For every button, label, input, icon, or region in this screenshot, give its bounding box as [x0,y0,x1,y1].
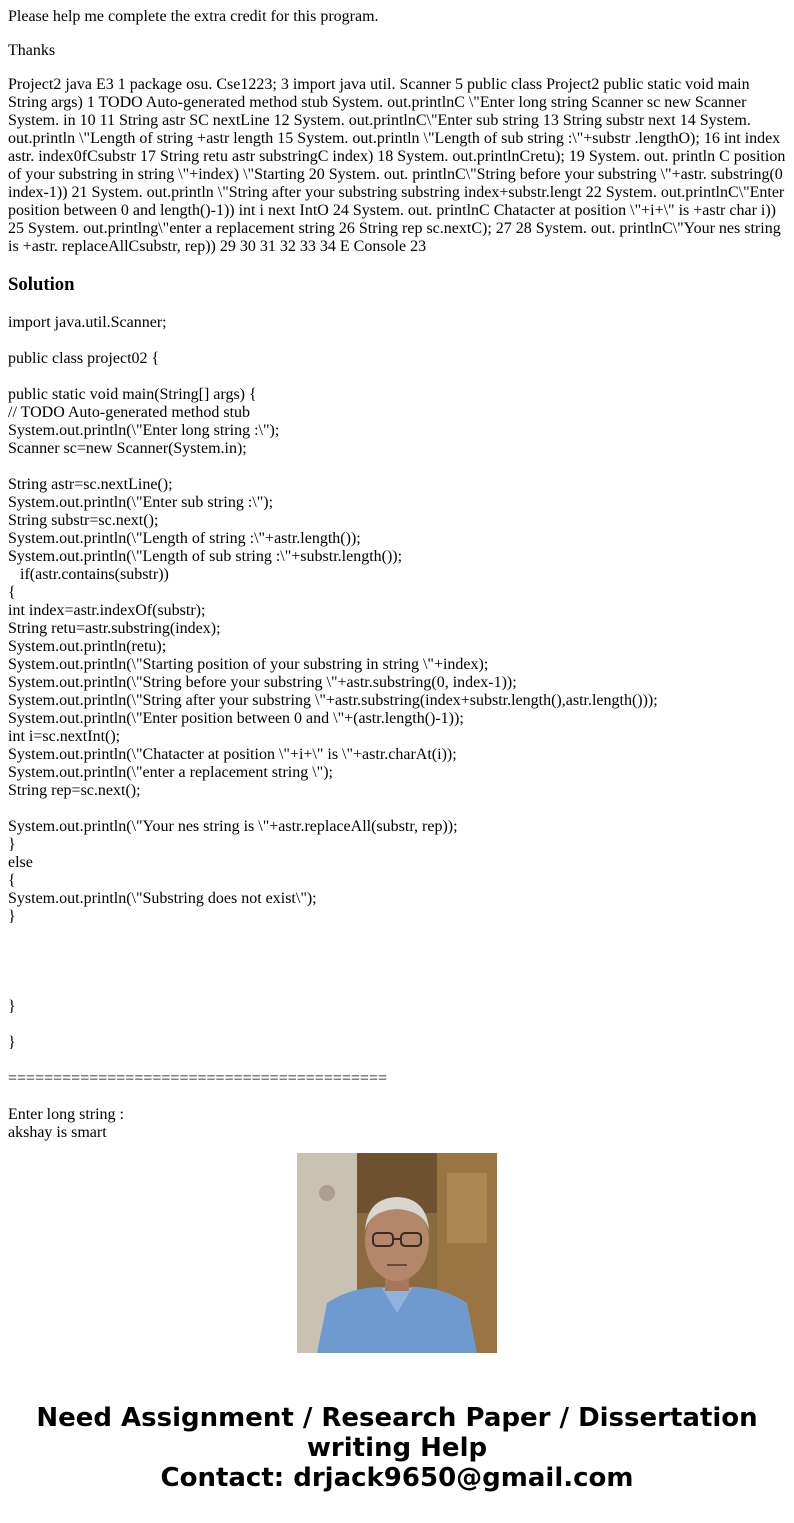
code-line: String astr=sc.nextLine(); [8,476,173,493]
output-separator: ========================================== [8,1070,387,1087]
code-blank-space [8,926,786,998]
code-line: System.out.println(\"Enter long string :\"); [8,422,280,439]
code-line: // TODO Auto-generated method stub [8,404,251,421]
output-line-input: akshay is smart [8,1124,107,1141]
code-line: System.out.println(\"Your nes string is \"+astr.replaceAll(substr, rep)); [8,818,458,835]
author-avatar [297,1153,497,1353]
code-line: int index=astr.indexOf(substr); [8,602,206,619]
code-line: { [8,584,16,601]
closing-brace-class: } [8,1034,16,1051]
code-line: } [8,836,16,853]
code-line: System.out.println(\"Enter position between 0 and \"+(astr.length()-1)); [8,710,464,727]
code-line: } [8,908,16,925]
code-line: System.out.println(\"Chatacter at position \"+i+\" is \"+astr.charAt(i)); [8,746,457,763]
promo-line-1: Need Assignment / Research Paper / Dissertation [36,1403,758,1433]
promo-footer [0,1403,794,1493]
closing-brace-method: } [8,998,16,1015]
code-line: String substr=sc.next(); [8,512,159,529]
code-line: { [8,872,16,889]
promo-contact-line: Contact: drjack9650@gmail.com [160,1463,634,1493]
author-photo-illustration [297,1153,497,1353]
question-thanks: Thanks [8,42,56,59]
code-line: else [8,854,33,871]
document-content [8,0,786,1141]
code-line: System.out.println(\"Starting position of your substring in string \"+index); [8,656,489,673]
solution-heading: Solution [8,274,75,295]
code-line: System.out.println(\"Substring does not exist\"); [8,890,317,907]
code-line: System.out.println(\"String before your substring \"+astr.substring(0, index-1)); [8,674,517,691]
code-line: System.out.println(retu); [8,638,167,655]
code-line: System.out.println(\"String after your substring \"+astr.substring(index+substr.length(),astr.length())); [8,692,658,709]
question-body: Project2 java E3 1 package osu. Cse1223; 3 import java util. Scanner 5 public class Project2 public static void main String args) 1 TODO Auto-generated method stub System. out.printlnC \"Enter long string Scanner sc new Scanner System. in 10 11 String astr SC nextLine 12 System. out.printlnC\"Enter sub string 13 String substr next 14 System. out.println \"Length of string +astr length 15 System. out.println \"Length of sub string :\"+substr .lengthO); 16 int index astr. index0fCsubstr 17 String retu astr substringC index) 18 System. out.printlnCretu); 19 System. out. println C position of your substring in string \"+index) \"Starting 20 System. out. printlnC\"String before your substring \"+astr. substring(0 index-1)) 21 System. out.println \"String after your substring substring index+substr.lengt 22 System. out.printlnC\"Enter position between 0 and length()-1)) int i next IntO 24 System. out. printlnC Chatacter at position \"+i+\" is +astr char i)) 25 System. out.printlng\"enter a replacement string 26 String rep sc.nextC); 27 28 System. out. printlnC\"Your nes string is +astr. replaceAllCsubstr, rep)) 29 30 31 32 33 34 E Console 23 [8,76,786,255]
code-line: int i=sc.nextInt(); [8,728,121,745]
code-line: System.out.println(\"enter a replacement string \"); [8,764,333,781]
code-line: System.out.println(\"Length of string :\"+astr.length()); [8,530,361,547]
code-line: String rep=sc.next(); [8,782,141,799]
code-line: if(astr.contains(substr)) [8,566,169,583]
code-line [8,458,786,476]
import-line: import java.util.Scanner; [8,314,167,331]
question-intro: Please help me complete the extra credit for this program. [8,8,379,25]
code-line: Scanner sc=new Scanner(System.in); [8,440,247,457]
code-line: System.out.println(\"Enter sub string :\"); [8,494,274,511]
promo-line-2: writing Help [306,1433,488,1463]
code-line: System.out.println(\"Length of sub string :\"+substr.length()); [8,548,403,565]
class-line: public class project02 { [8,350,160,367]
code-line: public static void main(String[] args) { [8,386,257,403]
output-line-prompt: Enter long string : [8,1106,124,1123]
solution-code-block [8,386,786,926]
code-line: String retu=astr.substring(index); [8,620,221,637]
code-line [8,800,786,818]
